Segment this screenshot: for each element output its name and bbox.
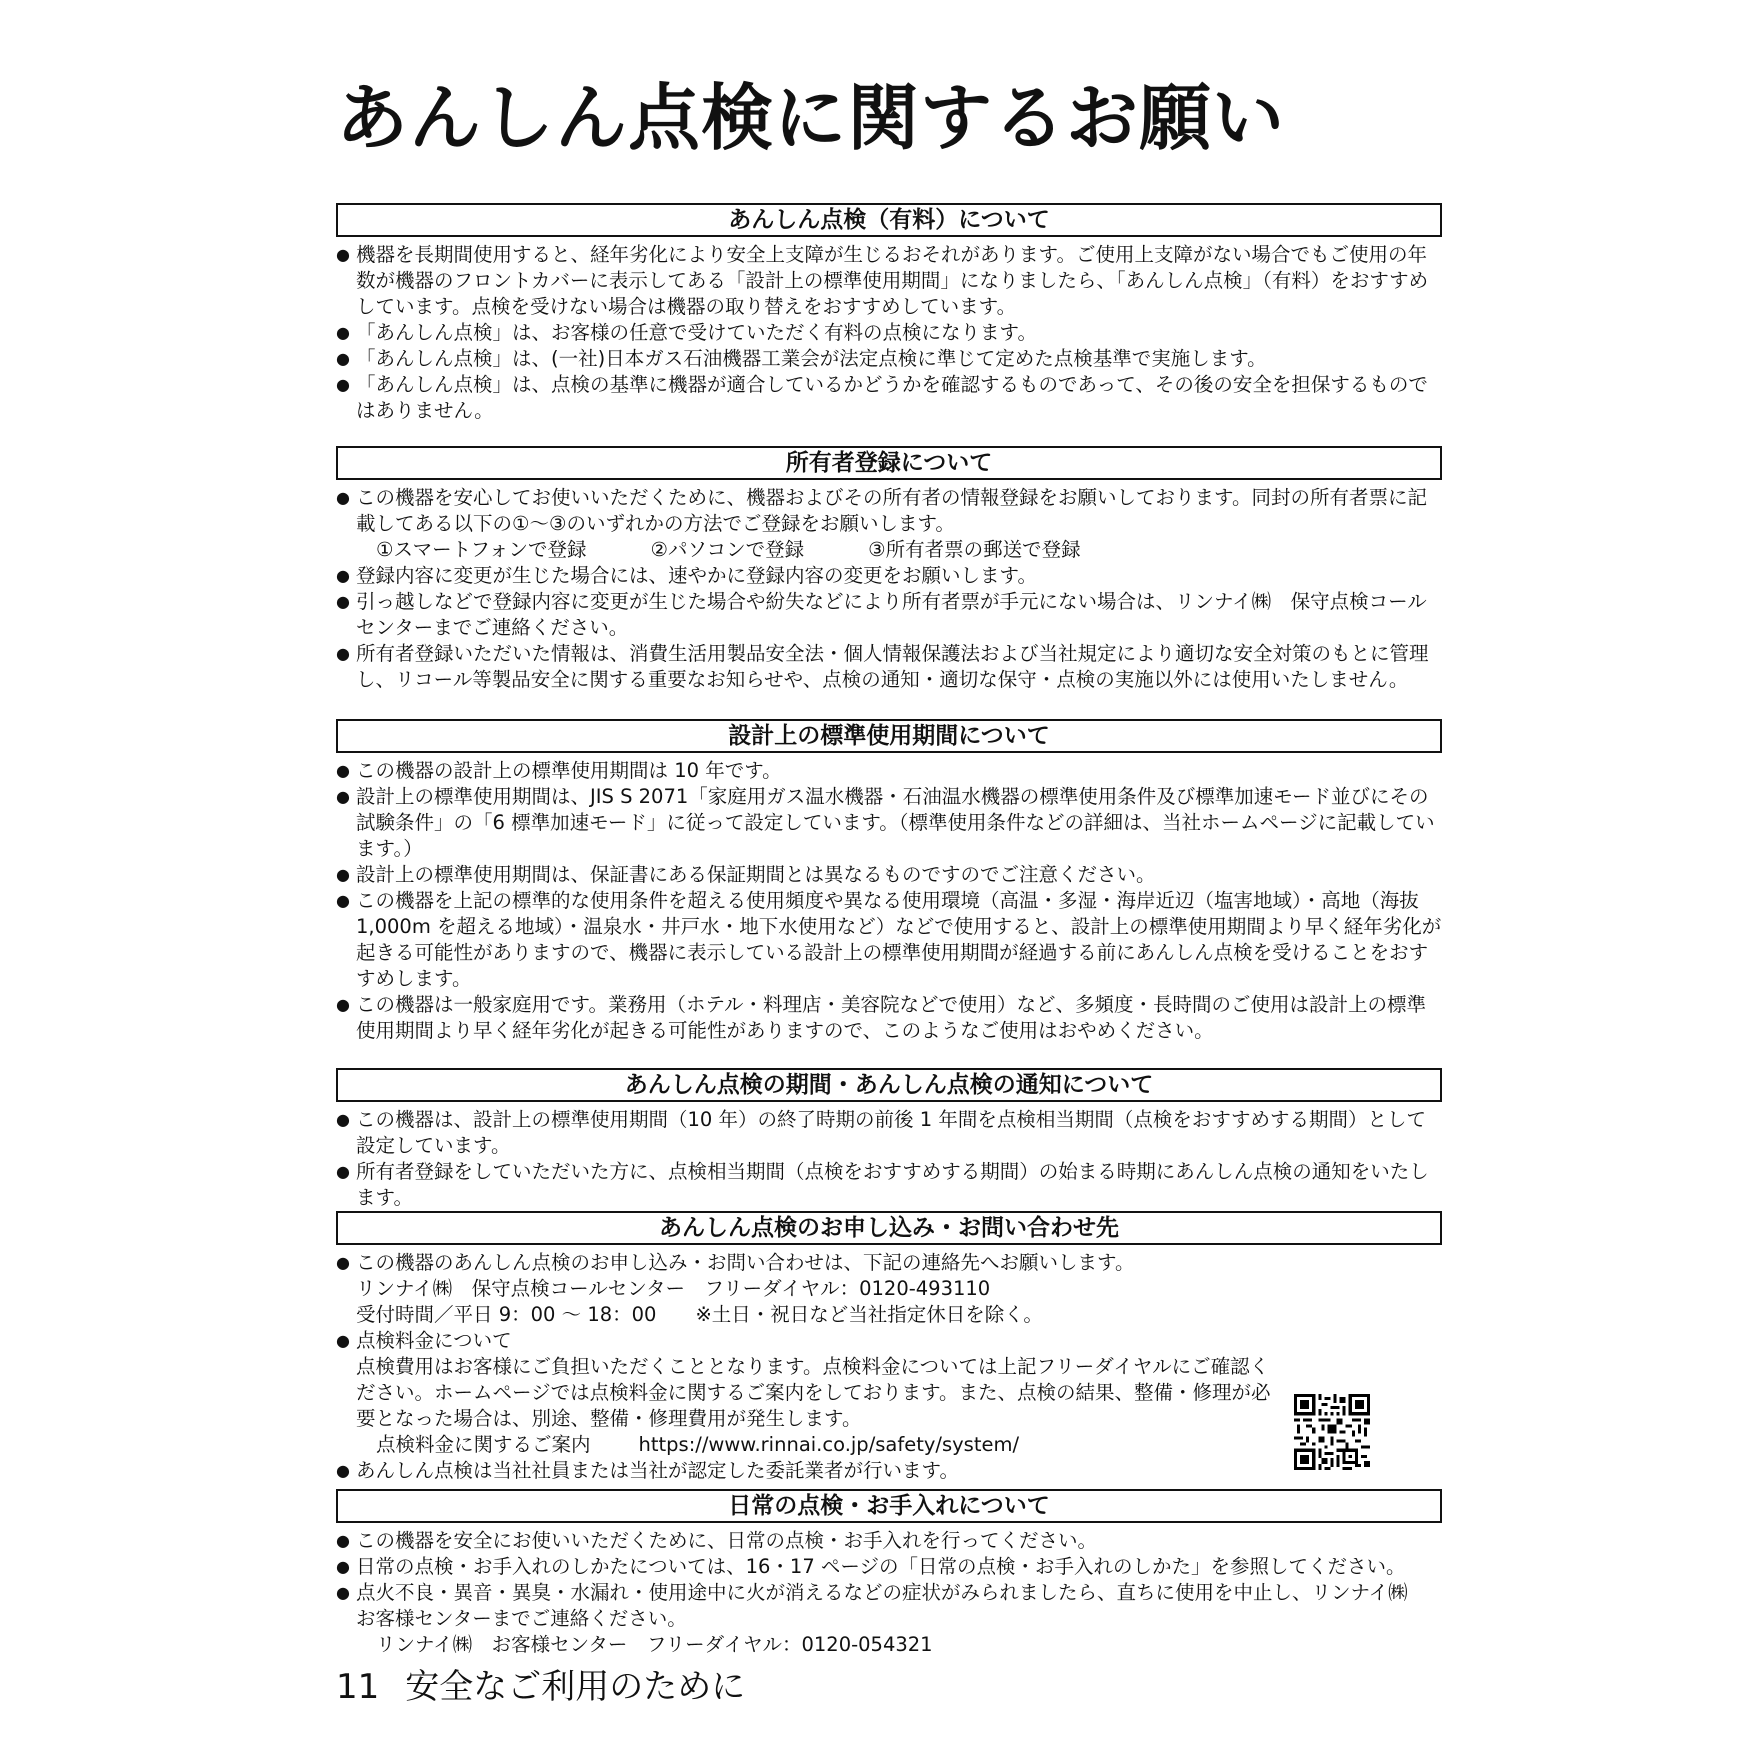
section-heading: 所有者登録について [336,446,1442,480]
qr-code[interactable] [1294,1394,1370,1470]
list-item: ● この機器を上記の標準的な使用条件を超える使用頻度や異なる使用環境（高温・多湿・海岸近辺（塩害地域）・高地（海抜 1,000m を超える地域）・温泉水・井戸水・地下水使用など）などで使用すると、設計上の標準使用期間より早く経年劣化が起きる可能性がありますので、機器に表示している設計上の標準使用期間が経過する前にあんしん点検を受けることをおすすめします。 [336,888,1442,992]
section-application-contact [336,1211,1442,1484]
page-number: 11 [336,1667,380,1707]
section-standard-usage-period [336,719,1442,1044]
list-item: ● この機器を安全にお使いいただくために、日常の点検・お手入れを行ってください。 [336,1528,1442,1554]
fee-text: 点検費用はお客様にご負担いただくこととなります。点検料金については上記フリーダイヤルにご確認ください。ホームページでは点検料金に関するご案内をしております。また、点検の結果、整備・修理が必要となった場合は、別途、整備・修理費用が発生します。 [356,1355,1271,1430]
list-item: ● 日常の点検・お手入れのしかたについては、16・17 ページの「日常の点検・お手入れのしかた」を参照してください。 [336,1554,1442,1580]
page-footer [336,1667,746,1707]
section-check-period-notice [336,1068,1442,1211]
list-item: ● 機器を長期間使用すると、経年劣化により安全上支障が生じるおそれがあります。ご使用上支障がない場合でもご使用の年数が機器のフロントカバーに表示してある「設計上の標準使用期間」になりましたら、「あんしん点検」（有料）をおすすめしています。点検を受けない場合は機器の取り替えをおすすめしています。 [336,242,1442,320]
fee-link-label: 点検料金に関するご案内 [376,1433,591,1456]
section-heading: あんしん点検のお申し込み・お問い合わせ先 [336,1211,1442,1245]
section-heading: 日常の点検・お手入れについて [336,1489,1442,1523]
list-item: ● 「あんしん点検」は、お客様の任意で受けていただく有料の点検になります。 [336,320,1442,346]
list-item: ● 引っ越しなどで登録内容に変更が生じた場合や紛失などにより所有者票が手元にない場合は、リンナイ㈱ 保守点検コールセンターまでご連絡ください。 [336,589,1442,641]
section-owner-registration [336,446,1442,693]
list-item: ● この機器のあんしん点検のお申し込み・お問い合わせは、下記の連絡先へお願いします。 [336,1250,1442,1276]
list-item: ● あんしん点検は当社社員または当社が認定した委託業者が行います。 [336,1458,1442,1484]
page-title: あんしん点検に関するお願い [336,76,1286,160]
contact-line: リンナイ㈱ お客様センター フリーダイヤル：0120-054321 [376,1633,933,1656]
list-item: ● この機器を安心してお使いいただくために、機器およびその所有者の情報登録をお願いしております。同封の所有者票に記載してある以下の①～③のいずれかの方法でご登録をお願いします。 [336,485,1442,537]
section-heading: あんしん点検の期間・あんしん点検の通知について [336,1068,1442,1102]
registration-option: ①スマートフォンで登録 [376,538,587,561]
section-heading: 設計上の標準使用期間について [336,719,1442,753]
registration-option: ②パソコンで登録 [650,538,805,561]
list-item: ● 設計上の標準使用期間は、保証書にある保証期間とは異なるものですのでご注意ください。 [336,862,1442,888]
fee-url-link[interactable]: https://www.rinnai.co.jp/safety/system/ [638,1433,1020,1456]
list-item: ● 点検料金について [336,1328,1442,1354]
registration-options [336,537,1442,563]
list-item: ● この機器は、設計上の標準使用期間（10 年）の終了時期の前後 1 年間を点検相当期間（点検をおすすめする期間）として設定しています。 [336,1107,1442,1159]
registration-option: ③所有者票の郵送で登録 [868,538,1081,561]
list-item: ● この機器は一般家庭用です。業務用（ホテル・料理店・美容院などで使用）など、多頻度・長時間のご使用は設計上の標準使用期間より早く経年劣化が起きる可能性がありますので、このようなご使用はおやめください。 [336,992,1442,1044]
list-item: ● 設計上の標準使用期間は、JIS S 2071「家庭用ガス温水機器・石油温水機器の標準使用条件及び標準加速モード並びにその試験条件」の「6 標準加速モード」に従って設定しています。（標準使用条件などの詳細は、当社ホームページに記載しています。） [336,784,1442,862]
section-heading: あんしん点検（有料）について [336,203,1442,237]
hours-line: 受付時間／平日 9：00 ～ 18：00 ※土日・祝日など当社指定休日を除く。 [356,1303,1043,1326]
contact-line: リンナイ㈱ 保守点検コールセンター フリーダイヤル：0120-493110 [356,1277,991,1300]
list-item: ● 所有者登録をしていただいた方に、点検相当期間（点検をおすすめする期間）の始まる時期にあんしん点検の通知をいたします。 [336,1159,1442,1211]
list-item: ● 所有者登録いただいた情報は、消費生活用製品安全法・個人情報保護法および当社規定により適切な安全対策のもとに管理し、リコール等製品安全に関する重要なお知らせや、点検の通知・適切な保守・点検の実施以外には使用いたしません。 [336,641,1442,693]
list-item: ● 登録内容に変更が生じた場合には、速やかに登録内容の変更をお願いします。 [336,563,1442,589]
fee-link-row [336,1432,1442,1458]
list-item: ● 「あんしん点検」は、(一社)日本ガス石油機器工業会が法定点検に準じて定めた点検基準で実施します。 [336,346,1442,372]
section-daily-inspection [336,1489,1442,1658]
list-item: ● 「あんしん点検」は、点検の基準に機器が適合しているかどうかを確認するものであって、その後の安全を担保するものではありません。 [336,372,1442,424]
section-anshin-check [336,203,1442,424]
list-item: ● 点火不良・異音・異臭・水漏れ・使用途中に火が消えるなどの症状がみられましたら、直ちに使用を中止し、リンナイ㈱ お客様センターまでご連絡ください。 [336,1580,1442,1632]
list-item: ● この機器の設計上の標準使用期間は 10 年です。 [336,758,1442,784]
footer-label: 安全なご利用のために [405,1667,746,1707]
